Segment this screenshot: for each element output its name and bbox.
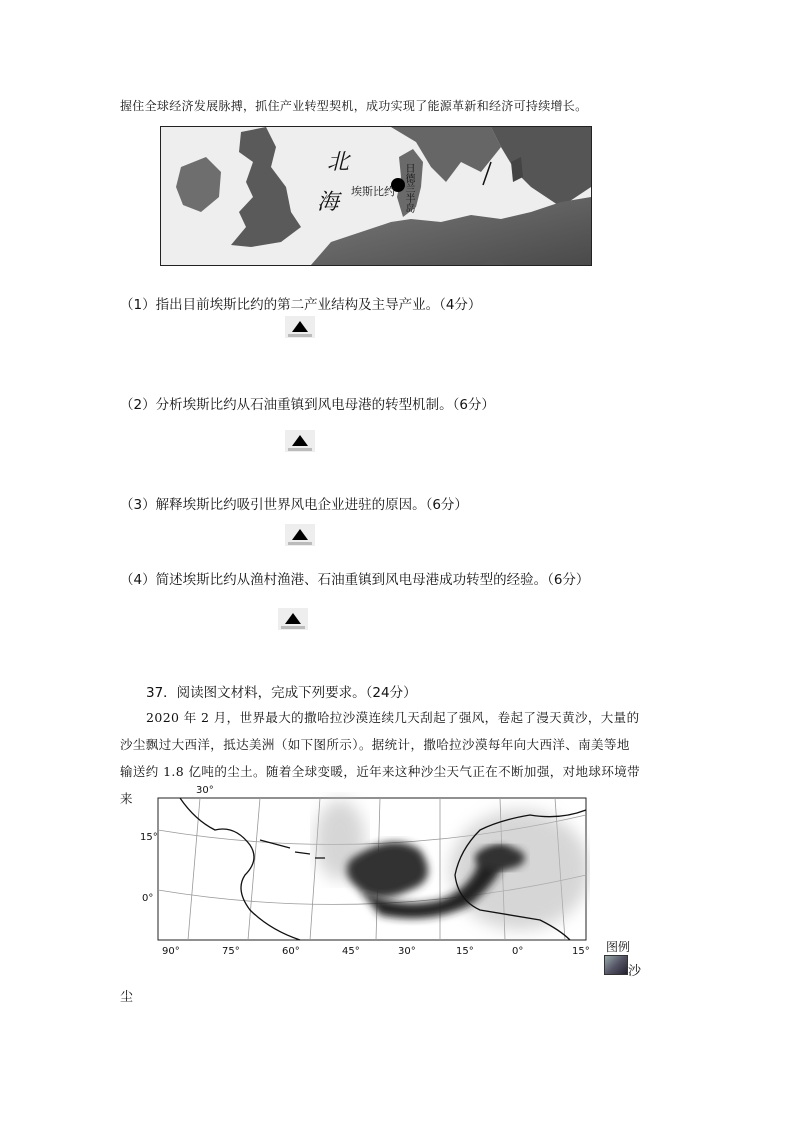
map-label-sea: 海 [317,190,340,215]
paragraph-line: 输送约 1.8 亿吨的尘土。随着全球变暖，近年来这种沙尘天气正在不断加强，对地球环境带 [120,764,641,779]
answer-placeholder-triangle-icon [285,524,315,546]
question-3: （3）解释埃斯比约吸引世界风电企业进驻的原因。（6分） [120,497,468,513]
map2-lon-label: 75° [222,946,240,957]
map2-lon-label: 0° [512,946,524,957]
paragraph-line: 来 [120,791,133,806]
sahara-dust-map [140,785,590,960]
answer-placeholder-triangle-icon [285,316,315,338]
map-label-north: 北 [327,150,350,175]
map-label-esbjerg: 埃斯比约 [351,185,395,198]
map2-lon-label: 60° [282,946,300,957]
legend-dust-swatch [604,955,628,975]
map2-lon-label: 15° [572,946,590,957]
intro-text: 握住全球经济发展脉搏，抓住产业转型契机，成功实现了能源革新和经济可持续增长。 [120,99,588,113]
map2-lon-label: 30° [398,946,416,957]
map2-top-lon-label: 30° [196,785,214,796]
map2-lat-label: 0° [142,893,154,904]
paragraph-line: 沙尘飘过大西洋，抵达美洲（如下图所示）。据统计，撒哈拉沙漠每年向大西洋、南美等地 [120,737,630,752]
question-4: （4）简述埃斯比约从渔村渔港、石油重镇到风电母港成功转型的经验。（6分） [120,572,590,588]
map-label-jutland: 日德兰半岛 [403,163,414,213]
paragraph-line: 2020 年 2 月，世界最大的撒哈拉沙漠连续几天刮起了强风，卷起了漫天黄沙，大量的 [146,710,640,725]
sahara-dust-map-svg [140,790,590,960]
map2-lat-label: 15° [140,832,158,843]
map2-lon-label: 15° [456,946,474,957]
north-sea-map [160,126,592,266]
dust-plume [475,846,525,870]
dust-haze [450,810,590,930]
map2-lon-label: 45° [342,946,360,957]
question-37-heading: 37．阅读图文材料，完成下列要求。（24分） [146,685,417,701]
question-2: （2）分析埃斯比约从石油重镇到风电母港的转型机制。（6分） [120,397,495,413]
question-1: （1）指出目前埃斯比约的第二产业结构及主导产业。（4分） [120,297,482,313]
legend-dust-label: 沙 [628,964,642,979]
legend-dust-label-wrap: 尘 [120,990,134,1005]
legend-title: 图例 [606,940,631,954]
map2-lon-label: 90° [162,946,180,957]
answer-placeholder-triangle-icon [278,608,308,630]
answer-placeholder-triangle-icon [285,430,315,452]
